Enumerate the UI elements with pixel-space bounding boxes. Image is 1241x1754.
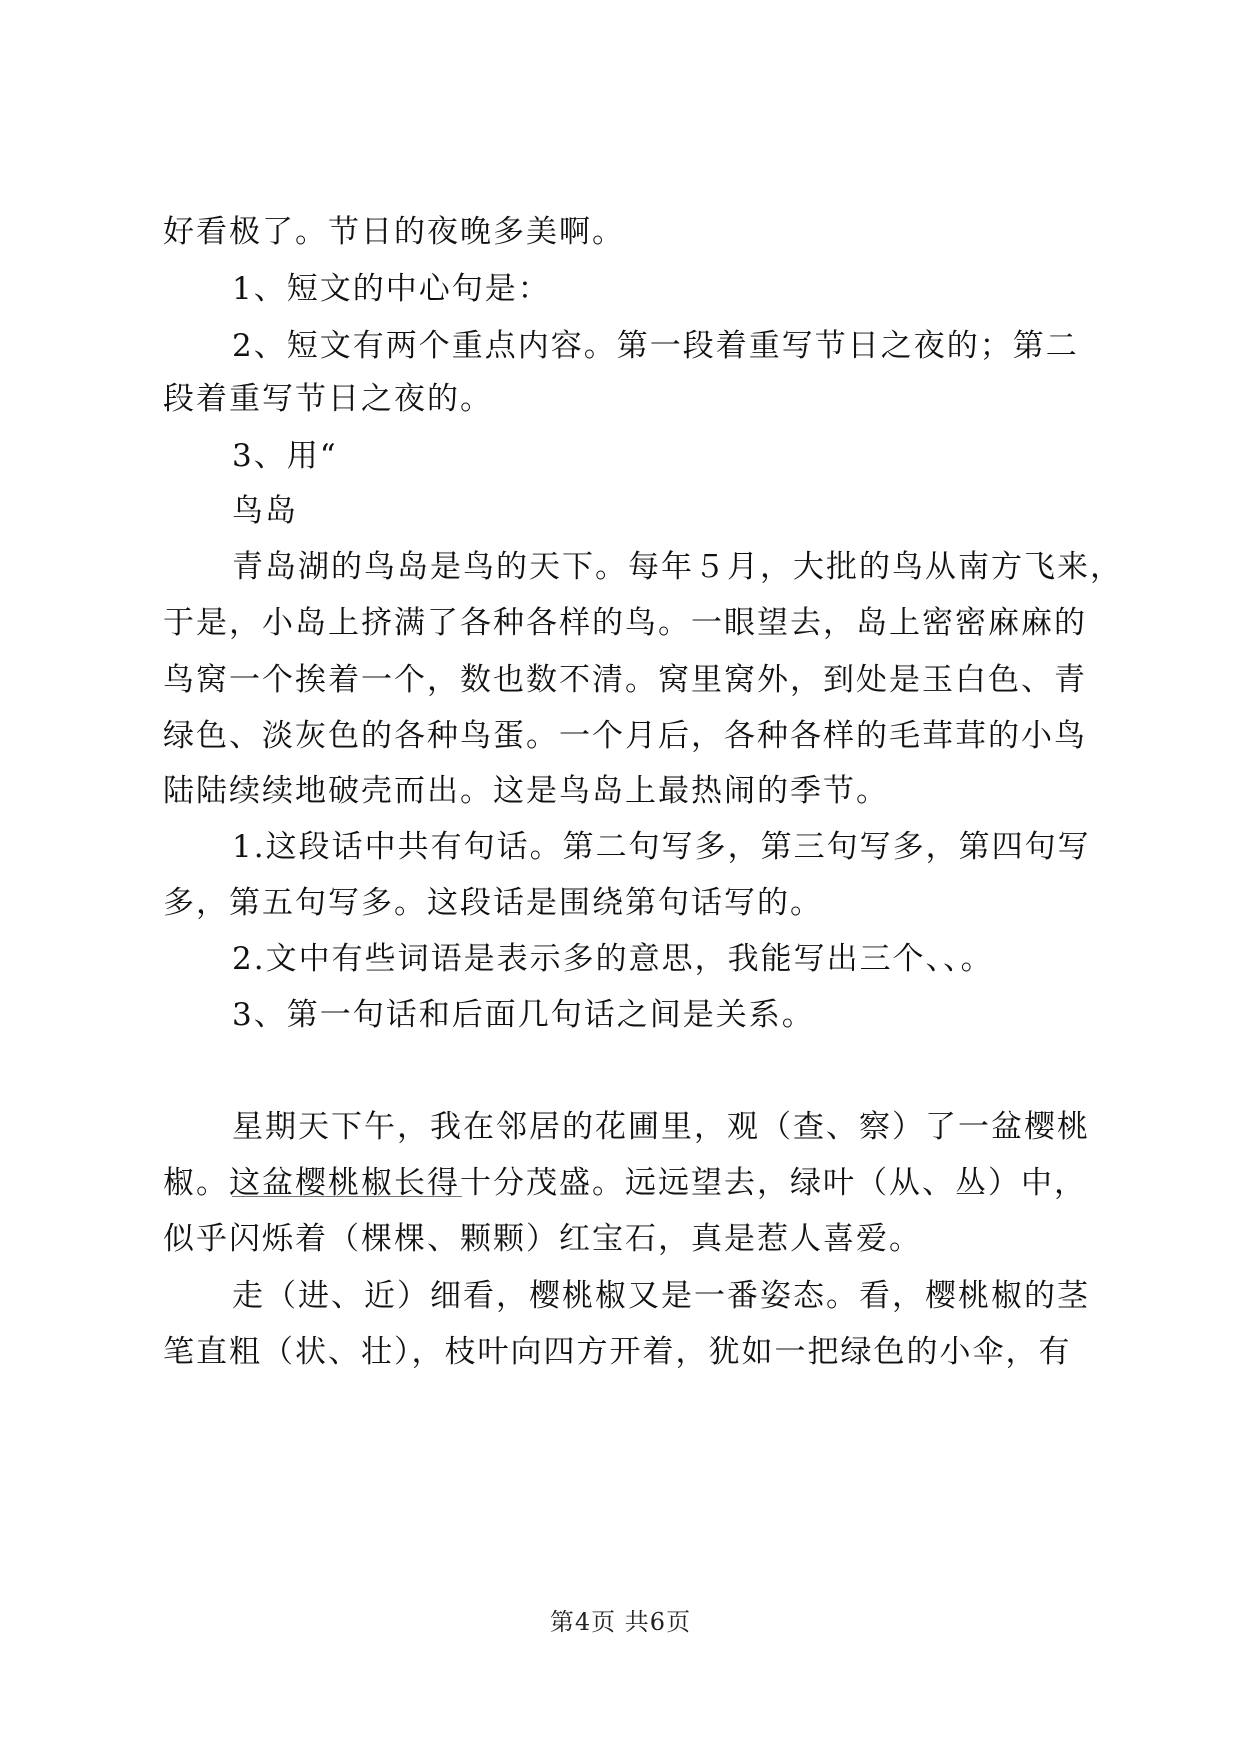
text-line: 1、短文的中心句是： [232, 271, 551, 307]
text-line: 鸟窝一个挨着一个，数也数不清。窝里窝外，到处是玉白色、青 [163, 662, 1087, 698]
text-line: 3、用“ [232, 438, 338, 474]
text-line: 青岛湖的鸟岛是鸟的天下。每年５月，大批的鸟从南方飞来， [232, 549, 1123, 585]
text-line: 多，第五句写多。这段话是围绕第句话写的。 [163, 885, 823, 921]
page-number: 第4页 共6页 [549, 1608, 692, 1636]
text-line: 1.这段话中共有句话。第二句写多，第三句写多，第四句写 [232, 829, 1091, 865]
text-line: 2.文中有些词语是表示多的意思，我能写出三个、、。 [232, 941, 994, 977]
text-line: 星期天下午，我在邻居的花圃里，观（查、察）了一盆樱桃 [232, 1109, 1090, 1145]
text-line: 走（进、近）细看，樱桃椒又是一番姿态。看，樱桃椒的茎 [232, 1278, 1090, 1314]
text-line: 2、短文有两个重点内容。第一段着重写节日之夜的；第二 [232, 328, 1079, 364]
text-line: 好看极了。节日的夜晚多美啊。 [163, 214, 625, 250]
text-line: 笔直粗（状、壮），枝叶向四方开着，犹如一把绿色的小伞，有 [163, 1334, 1072, 1370]
text-line: 绿色、淡灰色的各种鸟蛋。一个月后，各种各样的毛茸茸的小鸟 [163, 718, 1087, 754]
text-line: 于是，小岛上挤满了各种各样的鸟。一眼望去，岛上密密麻麻的 [163, 605, 1087, 641]
text-line: 3、第一句话和后面几句话之间是关系。 [232, 997, 815, 1033]
section-title: 鸟岛 [232, 493, 298, 529]
text-line: 似乎闪烁着（棵棵、颗颗）红宝石，真是惹人喜爱。 [163, 1221, 922, 1257]
text-line: 椒。这盆樱桃椒长得十分茂盛。远远望去，绿叶（从、丛）中， [163, 1165, 1087, 1201]
text-line: 陆陆续续地破壳而出。这是鸟岛上最热闹的季节。 [163, 773, 889, 809]
text-line: 段着重写节日之夜的。 [163, 381, 493, 417]
